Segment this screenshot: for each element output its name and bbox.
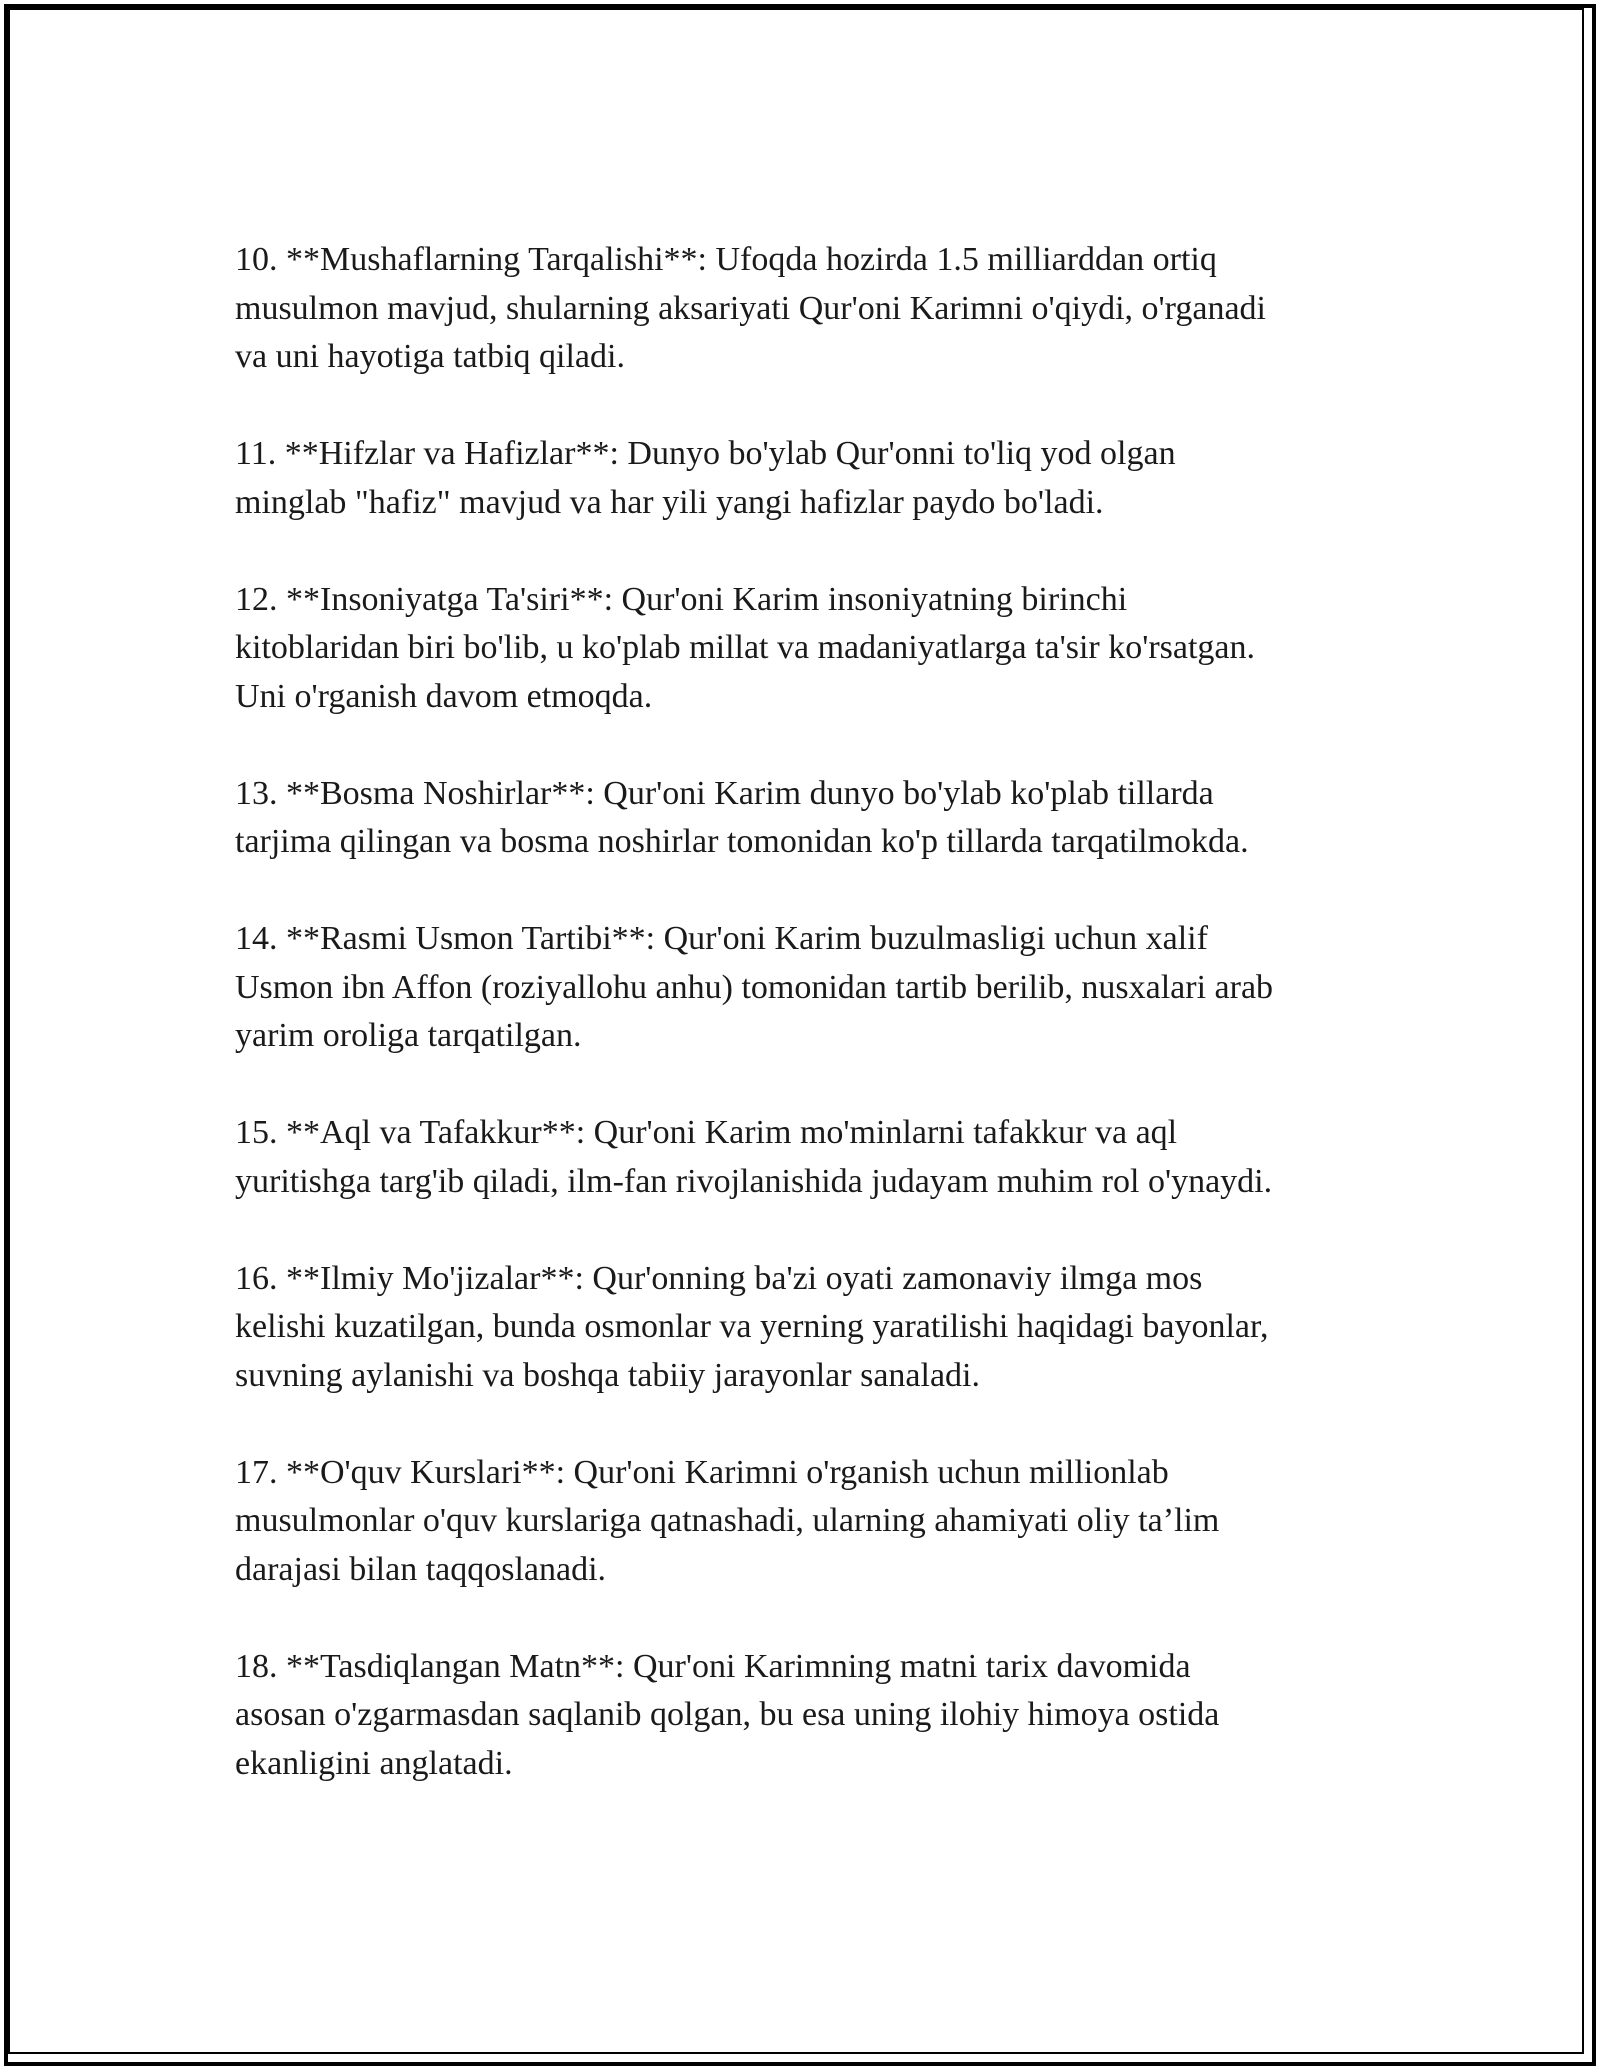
text-line: darajasi bilan taqqoslanadi. xyxy=(235,1550,607,1588)
text-line: suvning aylanishi va boshqa tabiiy jarayonlar sanaladi. xyxy=(235,1356,980,1394)
text-line: musulmonlar o'quv kurslariga qatnashadi, ularning ahamiyati oliy ta’lim xyxy=(235,1502,1220,1539)
list-item xyxy=(235,1255,1375,1401)
text-line: tarjima qilingan va bosma noshirlar tomonidan ko'p tillarda tarqatilmokda. xyxy=(235,823,1249,860)
list-item xyxy=(235,576,1375,722)
text-line: 11. **Hifzlar va Hafizlar**: Dunyo bo'ylab Qur'onni to'liq yod olgan xyxy=(235,435,1176,472)
text-line: 17. **O'quv Kurslari**: Qur'oni Karimni o'rganish uchun millionlab xyxy=(235,1453,1169,1491)
text-line: va uni hayotiga tatbiq qiladi. xyxy=(235,338,625,375)
list-item xyxy=(235,1449,1375,1595)
text-line: kitoblaridan biri bo'lib, u ko'plab millat va madaniyatlarga ta'sir ko'rsatgan. xyxy=(235,629,1256,666)
text-line: 12. **Insoniyatga Ta'siri**: Qur'oni Karim insoniyatning birinchi xyxy=(235,580,1128,618)
document-body xyxy=(235,236,1375,1837)
text-line: 13. **Bosma Noshirlar**: Qur'oni Karim dunyo bo'ylab ko'plab tillarda xyxy=(235,774,1214,812)
text-line: ekanligini anglatadi. xyxy=(235,1744,513,1782)
text-line: yuritishga targ'ib qiladi, ilm-fan rivojlanishida judayam muhim rol o'ynaydi. xyxy=(235,1162,1273,1200)
list-item xyxy=(235,430,1375,527)
text-line: musulmon mavjud, shularning aksariyati Qur'oni Karimni o'qiydi, o'rganadi xyxy=(235,289,1266,327)
text-line: yarim oroliga tarqatilgan. xyxy=(235,1017,582,1054)
text-line: 16. **Ilmiy Mo'jizalar**: Qur'onning ba'zi oyati zamonaviy ilmga mos xyxy=(235,1259,1203,1297)
text-line: Usmon ibn Affon (roziyallohu anhu) tomonidan tartib berilib, nusxalari arab xyxy=(235,968,1274,1006)
text-line: minglab "hafiz" mavjud va har yili yangi hafizlar paydo bo'ladi. xyxy=(235,483,1104,521)
text-line: 15. **Aql va Tafakkur**: Qur'oni Karim mo'minlarni tafakkur va aql xyxy=(235,1114,1178,1151)
text-line: 10. **Mushaflarning Tarqalishi**: Ufoqda hozirda 1.5 milliarddan ortiq xyxy=(235,241,1217,278)
list-item xyxy=(235,770,1375,867)
text-line: 18. **Tasdiqlangan Matn**: Qur'oni Karimning matni tarix davomida xyxy=(235,1647,1191,1685)
text-line: asosan o'zgarmasdan saqlanib qolgan, bu esa uning ilohiy himoya ostida xyxy=(235,1696,1220,1733)
text-line: 14. **Rasmi Usmon Tartibi**: Qur'oni Karim buzulmasligi uchun xalif xyxy=(235,920,1208,957)
list-item xyxy=(235,1109,1375,1206)
list-item xyxy=(235,1643,1375,1789)
text-line: kelishi kuzatilgan, bunda osmonlar va yerning yaratilishi haqidagi bayonlar, xyxy=(235,1308,1269,1345)
list-item xyxy=(235,236,1375,382)
text-line: Uni o'rganish davom etmoqda. xyxy=(235,677,653,715)
list-item xyxy=(235,915,1375,1061)
